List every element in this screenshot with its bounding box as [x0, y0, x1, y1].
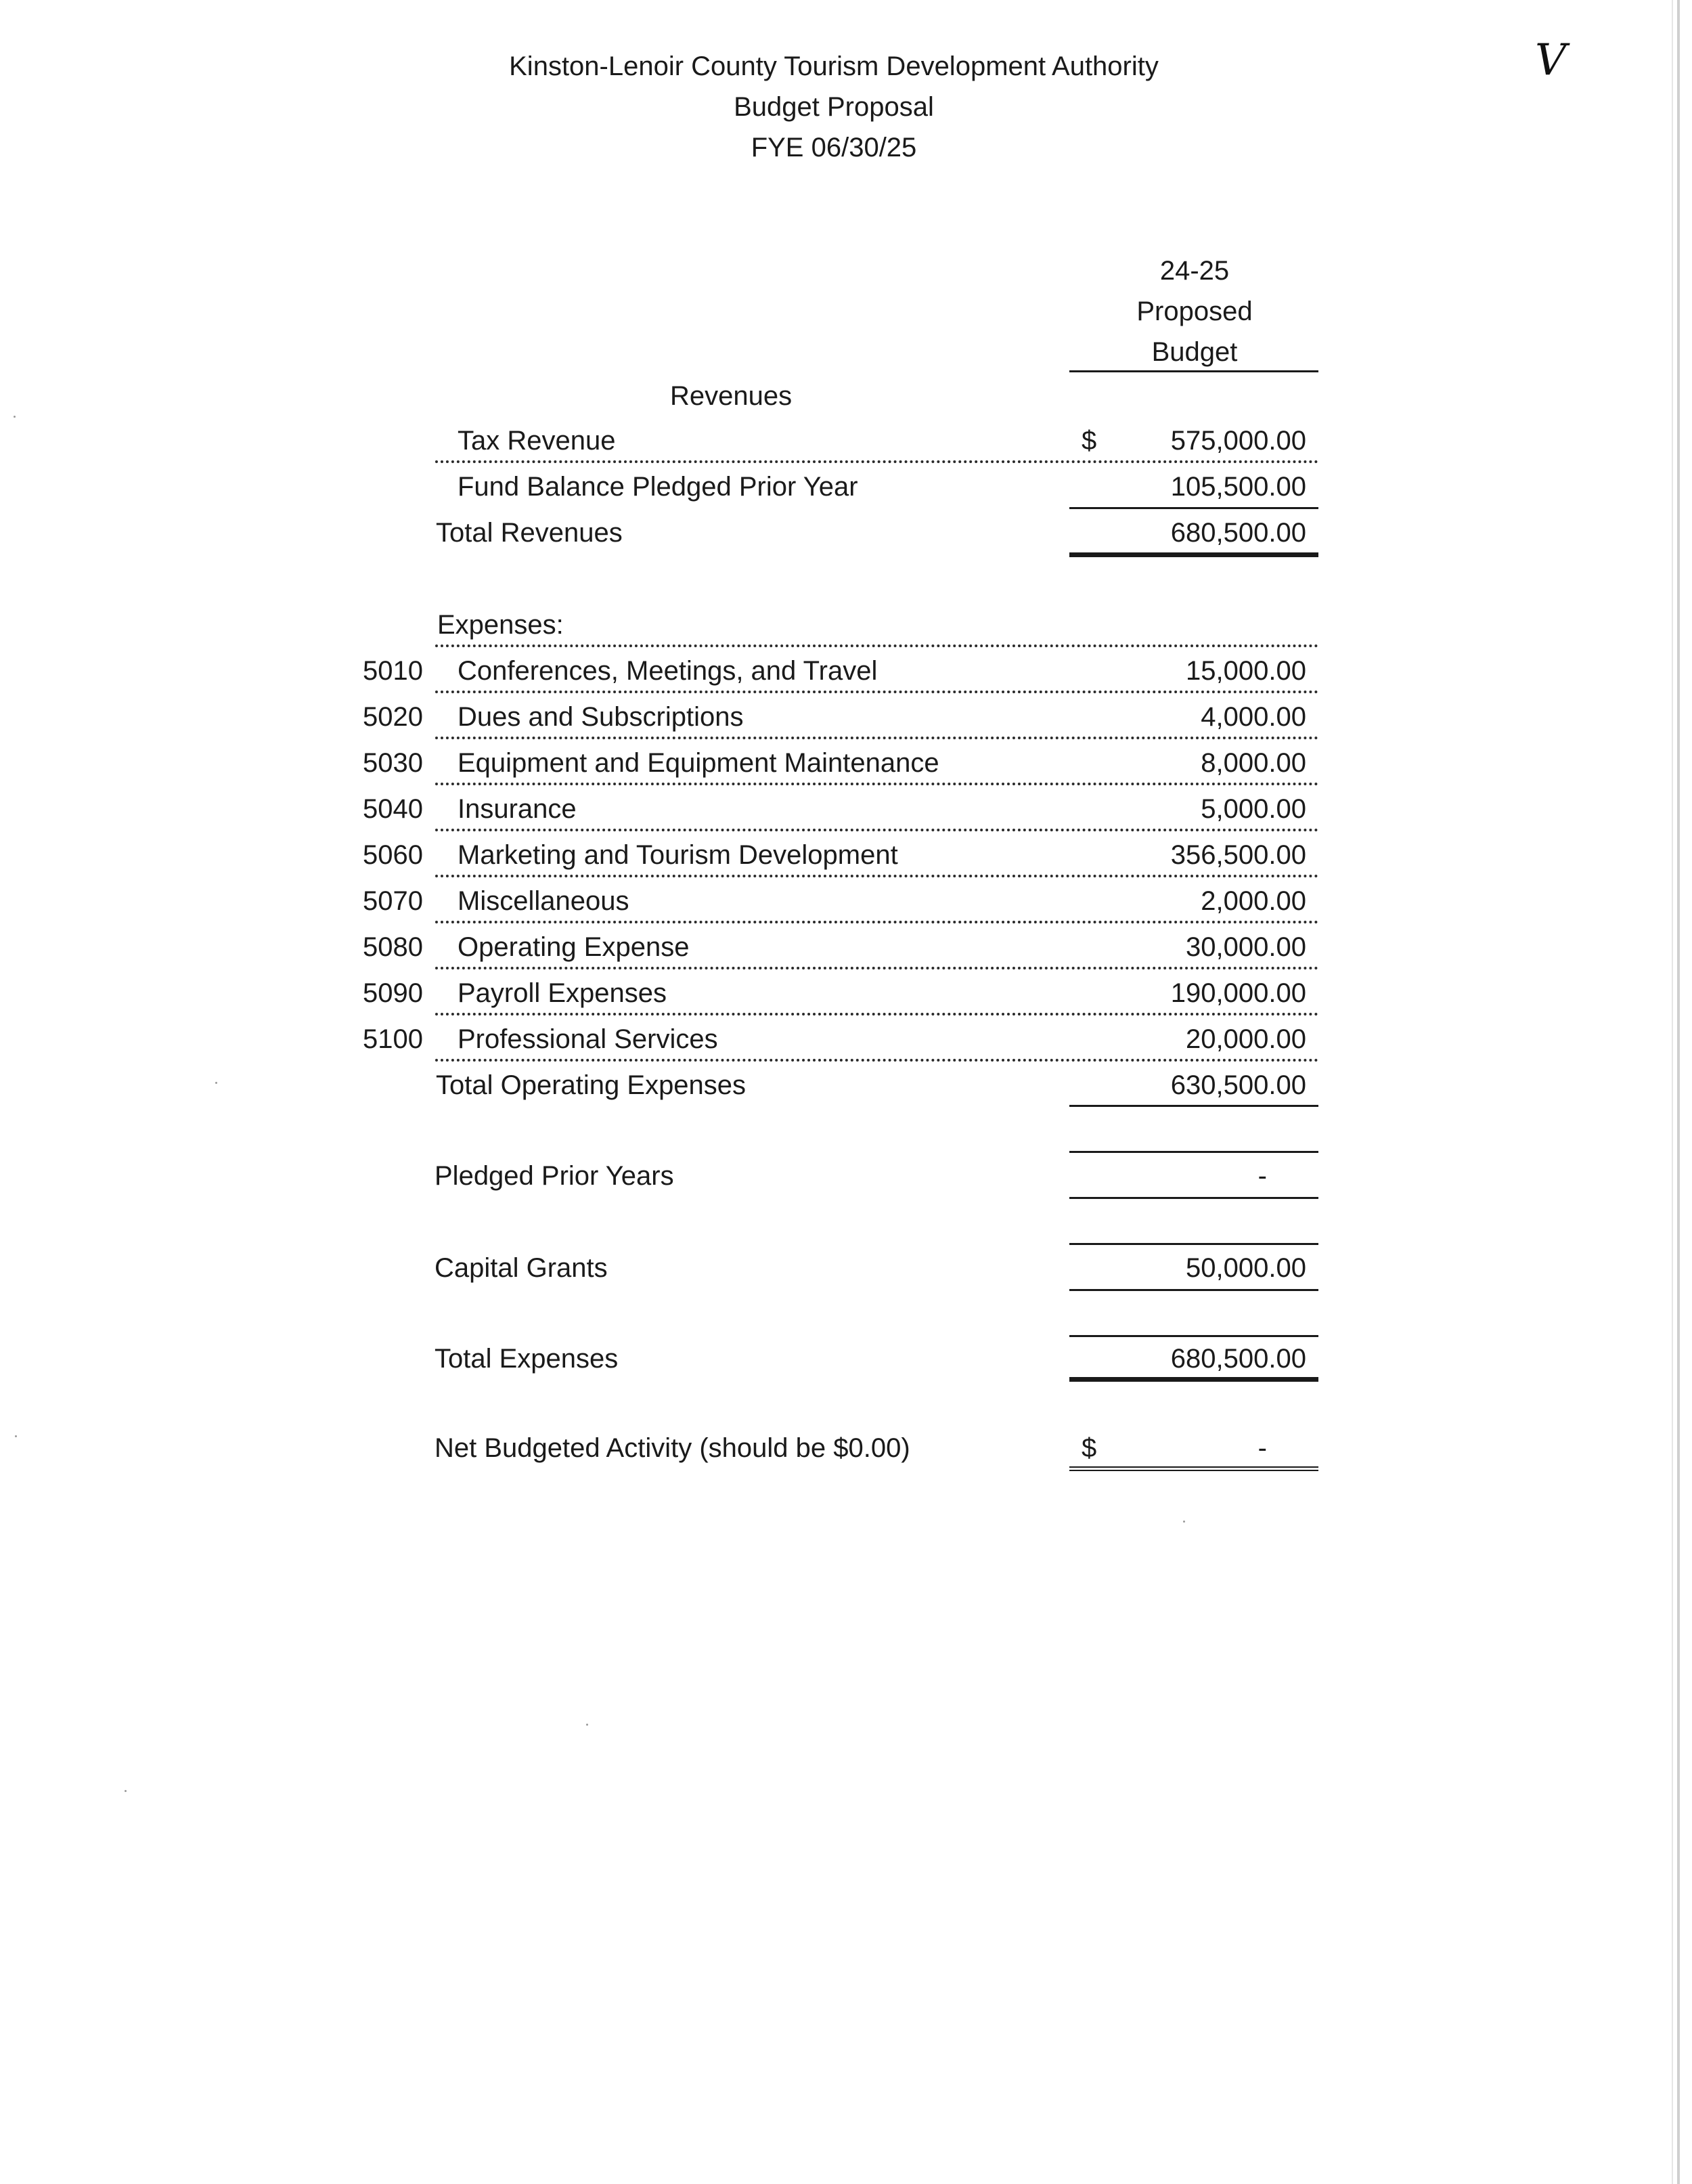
- total-rule: [1069, 552, 1318, 557]
- expense-amount: 30,000.00: [1186, 932, 1306, 962]
- page-edge: [1677, 0, 1680, 2184]
- account-code: 5070: [363, 886, 423, 916]
- expense-label: Marketing and Tourism Development: [458, 840, 898, 870]
- expense-amount: 5,000.00: [1201, 794, 1306, 824]
- account-code: 5060: [363, 840, 423, 870]
- page-edge-shadow: [1672, 0, 1673, 2184]
- final-double-rule: [1069, 1466, 1318, 1471]
- total-operating-expenses-amount: 630,500.00: [1170, 1070, 1306, 1100]
- scan-speck: [586, 1724, 588, 1726]
- expense-amount: 8,000.00: [1201, 748, 1306, 778]
- expense-label: Operating Expense: [458, 932, 690, 962]
- subtotal-rule: [1069, 507, 1318, 509]
- column-header-budget: Budget: [1151, 337, 1238, 367]
- org-name: Kinston-Lenoir County Tourism Development Authority: [509, 51, 1159, 81]
- currency-symbol: $: [1082, 426, 1097, 456]
- account-code: 5020: [363, 702, 423, 732]
- total-expenses-label: Total Expenses: [435, 1344, 619, 1374]
- capital-grants-amount: 50,000.00: [1186, 1253, 1306, 1283]
- revenue-amount: 575,000.00: [1170, 426, 1306, 456]
- revenues-heading: Revenues: [670, 381, 793, 411]
- section-rule: [1069, 1289, 1318, 1291]
- row-divider: [435, 875, 1318, 877]
- scan-speck: [215, 1082, 217, 1084]
- account-code: 5100: [363, 1024, 423, 1054]
- total-operating-expenses-label: Total Operating Expenses: [436, 1070, 747, 1100]
- pledged-prior-years-amount: -: [1257, 1161, 1267, 1191]
- row-divider: [435, 737, 1318, 739]
- subtotal-rule: [1069, 1105, 1318, 1107]
- handwritten-mark: V: [1535, 35, 1567, 85]
- scan-speck: [1183, 1521, 1185, 1523]
- account-code: 5010: [363, 656, 423, 686]
- row-divider: [435, 783, 1318, 785]
- net-activity-label: Net Budgeted Activity (should be $0.00): [435, 1433, 910, 1463]
- doc-title: Budget Proposal: [734, 92, 934, 122]
- row-divider: [435, 460, 1318, 463]
- expense-label: Payroll Expenses: [458, 978, 667, 1008]
- total-rule: [1069, 1377, 1318, 1382]
- total-revenues-label: Total Revenues: [436, 518, 623, 548]
- row-divider: [435, 1013, 1318, 1015]
- capital-grants-label: Capital Grants: [435, 1253, 608, 1283]
- account-code: 5030: [363, 748, 423, 778]
- row-divider: [435, 967, 1318, 969]
- expense-amount: 20,000.00: [1186, 1024, 1306, 1054]
- column-header-year: 24-25: [1159, 256, 1230, 286]
- fiscal-year: FYE 06/30/25: [751, 133, 917, 162]
- row-divider: [435, 829, 1318, 831]
- section-rule: [1069, 1243, 1318, 1245]
- revenue-label: Tax Revenue: [458, 426, 616, 456]
- revenue-label: Fund Balance Pledged Prior Year: [458, 472, 858, 502]
- row-divider: [435, 1059, 1318, 1062]
- expense-amount: 15,000.00: [1186, 656, 1306, 686]
- expense-label: Equipment and Equipment Maintenance: [458, 748, 939, 778]
- expense-amount: 2,000.00: [1201, 886, 1306, 916]
- section-rule: [1069, 1197, 1318, 1199]
- row-divider: [435, 691, 1318, 693]
- pledged-prior-years-label: Pledged Prior Years: [435, 1161, 674, 1191]
- expense-amount: 356,500.00: [1170, 840, 1306, 870]
- row-divider: [435, 645, 1318, 647]
- expense-amount: 4,000.00: [1201, 702, 1306, 732]
- scan-speck: [125, 1790, 127, 1792]
- currency-symbol: $: [1082, 1433, 1097, 1463]
- section-rule: [1069, 1335, 1318, 1337]
- row-divider: [435, 921, 1318, 923]
- expenses-heading: Expenses:: [437, 610, 564, 640]
- scan-speck: [14, 416, 16, 418]
- expense-amount: 190,000.00: [1170, 978, 1306, 1008]
- column-header-rule: [1069, 370, 1318, 372]
- account-code: 5090: [363, 978, 423, 1008]
- total-revenues-amount: 680,500.00: [1170, 518, 1306, 548]
- expense-label: Insurance: [458, 794, 577, 824]
- net-activity-amount: -: [1257, 1433, 1267, 1463]
- section-rule: [1069, 1151, 1318, 1153]
- revenue-amount: 105,500.00: [1170, 472, 1306, 502]
- expense-label: Miscellaneous: [458, 886, 629, 916]
- account-code: 5040: [363, 794, 423, 824]
- expense-label: Professional Services: [458, 1024, 718, 1054]
- total-expenses-amount: 680,500.00: [1170, 1344, 1306, 1374]
- expense-label: Conferences, Meetings, and Travel: [458, 656, 878, 686]
- column-header-proposed: Proposed: [1136, 297, 1253, 326]
- expense-label: Dues and Subscriptions: [458, 702, 744, 732]
- account-code: 5080: [363, 932, 423, 962]
- scan-speck: [15, 1435, 17, 1437]
